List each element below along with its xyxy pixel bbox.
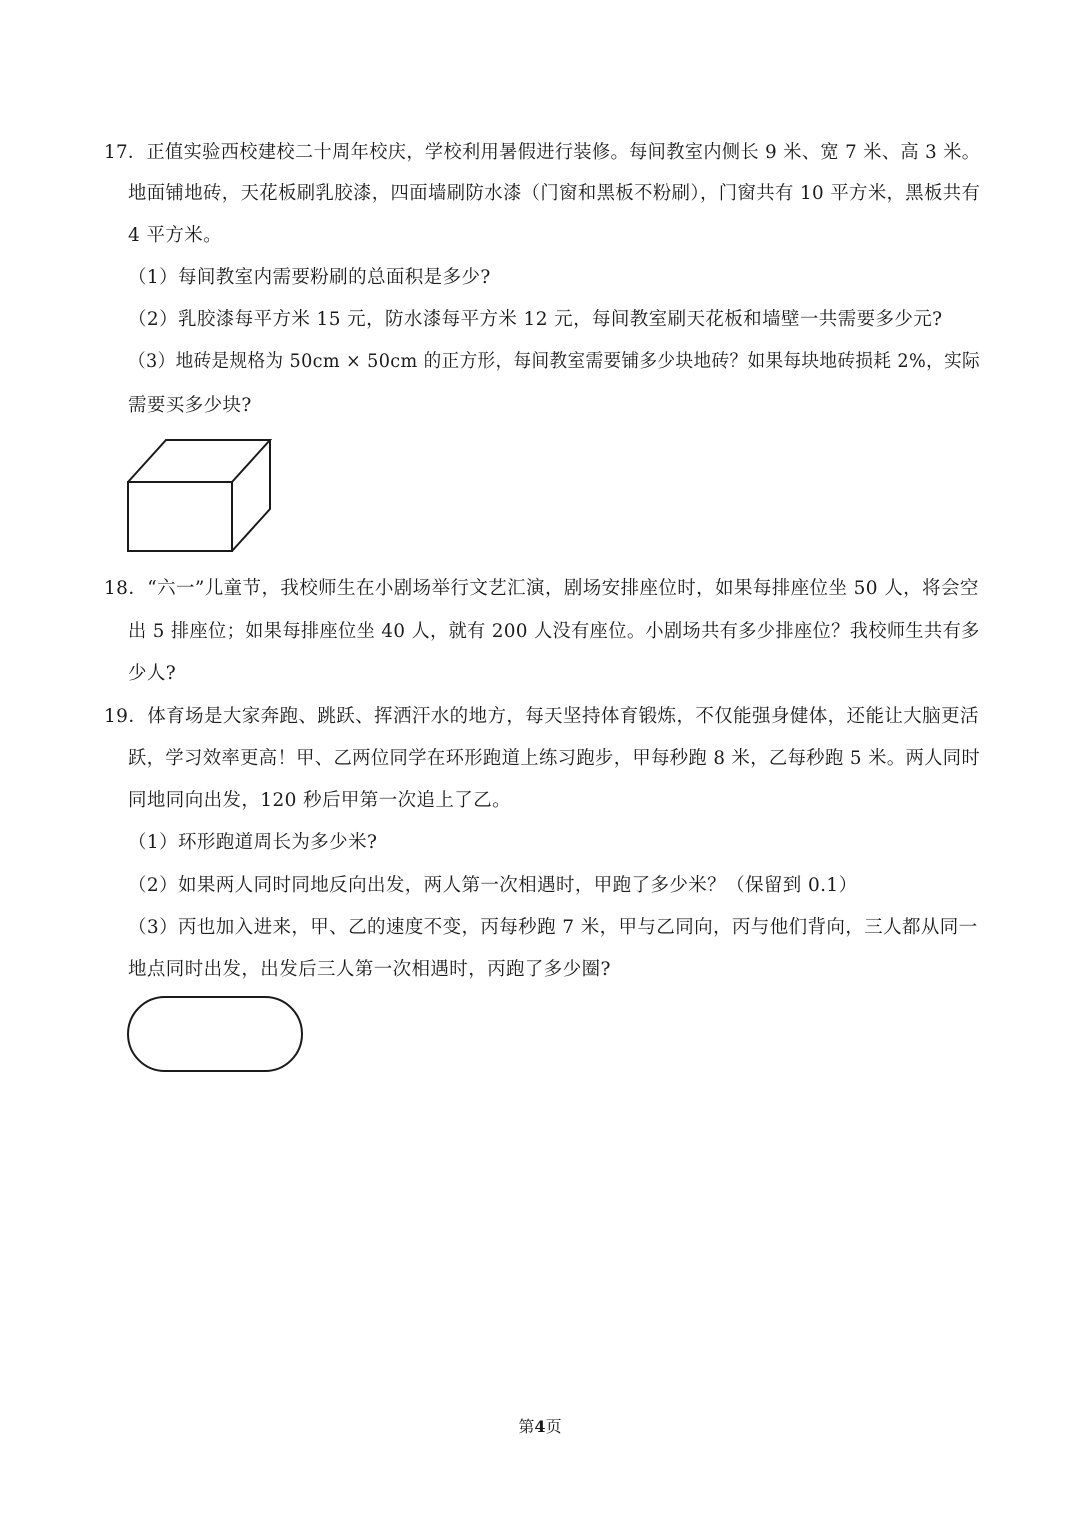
q17-part-1: （1）每间教室内需要粉刷的总面积是多少? <box>128 267 491 288</box>
q17-line-1: 17．正值实验西校建校二十周年校庆，学校利用暑假进行装修。每间教室内侧长 9 米、宽 7 米、高 3 米。 <box>104 142 981 163</box>
q19-line-2: 跃，学习效率更高！甲、乙两位同学在环形跑道上练习跑步，甲每秒跑 8 米，乙每秒跑 5 米。两人同时 <box>128 748 981 769</box>
page-footer <box>0 1414 1080 1437</box>
q19-line-3: 同地同向出发，120 秒后甲第一次追上了乙。 <box>128 790 511 811</box>
cuboid-drawing-icon <box>124 436 276 556</box>
q19-line-1: 19．体育场是大家奔跑、跳跃、挥洒汗水的地方，每天坚持体育锻炼，不仅能强身健体，还能让大脑更活 <box>104 706 979 727</box>
q17-part-3: （3）地砖是规格为 50cm × 50cm 的正方形，每间教室需要铺多少块地砖？如果每块地砖损耗 2%，实际 <box>128 351 981 372</box>
page-number: 4 <box>534 1417 546 1436</box>
footer-suffix: 页 <box>545 1417 562 1436</box>
q19-part-3-cont: 地点同时出发，出发后三人第一次相遇时，丙跑了多少圈? <box>128 959 611 980</box>
q17-line-2: 地面铺地砖，天花板刷乳胶漆，四面墙刷防水漆（门窗和黑板不粉刷），门窗共有 10 平方米，黑板共有 <box>128 183 981 204</box>
q19-part-1: （1）环形跑道周长为多少米? <box>128 832 378 853</box>
q17-part-3-cont: 需要买多少块? <box>128 395 252 416</box>
footer-prefix: 第 <box>518 1417 535 1436</box>
q18-line-1: 18．“六一”儿童节，我校师生在小剧场举行文艺汇演，剧场安排座位时，如果每排座位坐 50 人，将会空 <box>104 578 979 599</box>
q17-line-3: 4 平方米。 <box>128 225 223 246</box>
q18-line-2: 出 5 排座位；如果每排座位坐 40 人，就有 200 人没有座位。小剧场共有多少排座位？我校师生共有多 <box>128 621 980 642</box>
q17-part-2: （2）乳胶漆每平方米 15 元，防水漆每平方米 12 元，每间教室刷天花板和墙壁一共需要多少元? <box>128 309 943 330</box>
q19-part-3: （3）丙也加入进来，甲、乙的速度不变，丙每秒跑 7 米，甲与乙同向，丙与他们背向，三人都从同一 <box>128 917 978 938</box>
q18-line-3: 少人? <box>128 663 177 684</box>
running-track-drawing-icon <box>125 994 305 1074</box>
q19-part-2: （2）如果两人同时同地反向出发，两人第一次相遇时，甲跑了多少米？（保留到 0.1） <box>128 875 858 896</box>
